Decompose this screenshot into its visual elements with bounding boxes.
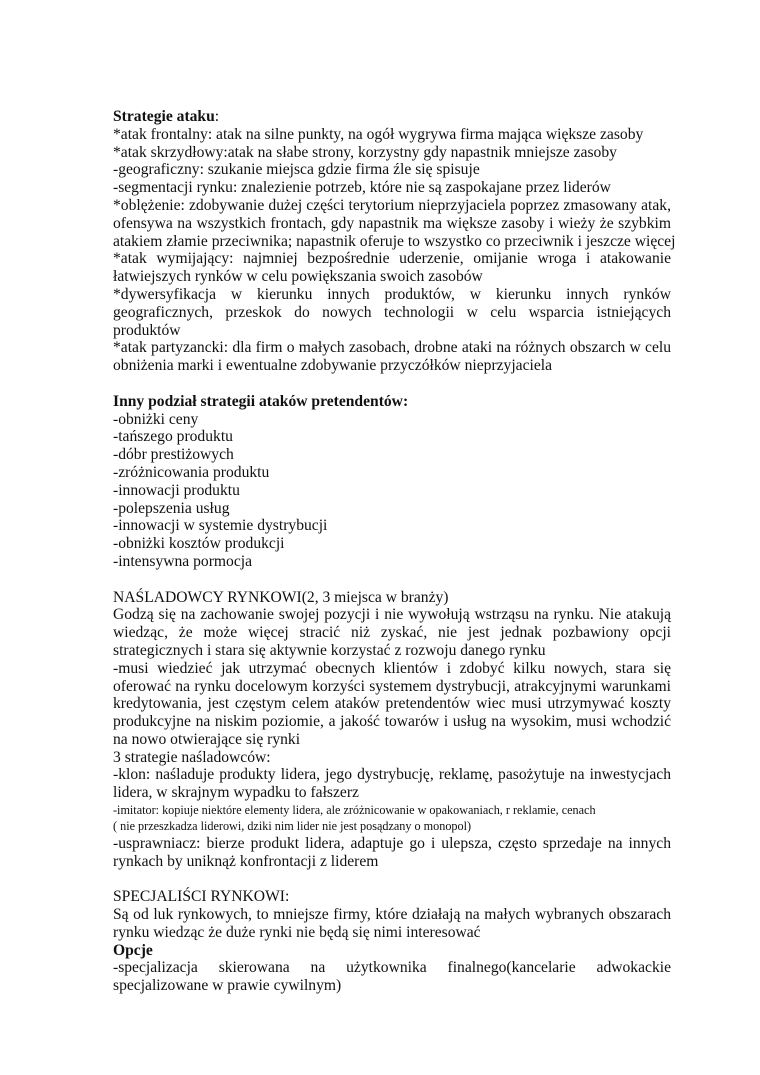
paragraph-line: łatwiejszych rynków w celu powiększania swoich zasobów [113,268,483,286]
paragraph-line: strategicznych i stara się aktywnie korzystać z rozwoju danego rynku [113,641,546,659]
paragraph-line: *atak wymijający: najmniej bezpośrednie uderzenie, omijanie wroga i atakowanie [113,250,671,268]
paragraph-line: *dywersyfikacja w kierunku innych produktów, w kierunku innych rynków [113,285,671,303]
paragraph-line: *atak frontalny: atak na silne punkty, na ogół wygrywa firma mająca większe zasoby [113,125,644,143]
spacer [113,870,671,888]
paragraph-line: na nowo otwierające się rynki [113,730,301,748]
list-item: -polepszenia usług [113,499,230,517]
paragraph-line: atakiem złamie przeciwnika; napastnik oferuje to wszystko co przeciwnik i jeszcze więcej [113,232,676,250]
subsection-title: Opcje [113,941,153,959]
paragraph-line: -klon: naśladuje produkty lidera, jego dystrybucję, reklamę, pasożytuje na inwestycjach [113,766,671,784]
document-page [113,108,676,995]
paragraph-line: ofensywa na wszystkich frontach, gdy napastnik ma większe zasoby i wieży że szybkim [113,214,671,232]
paragraph-line: *atak partyzancki: dla firm o małych zasobach, drobne ataki na różnych obszarch w celu [113,339,671,357]
paragraph-line: *atak skrzydłowy:atak na słabe strony, korzystny gdy napastnik mniejsze zasoby [113,143,617,161]
paragraph-line-small: ( nie przeszkadza liderowi, dziki nim lider nie jest posądzany o monopol) [113,819,472,834]
section-title: SPECJALIŚCI RYNKOWI: [113,888,290,906]
paragraph-line: wiedząc, że może więcej stracić niż zyskać, nie jest jednak pozbawiony opcji [113,624,671,642]
paragraph-line: 3 strategie naśladowców: [113,748,271,766]
list-item: -obniżki kosztów produkcji [113,535,285,553]
list-item: -innowacji produktu [113,481,240,499]
list-item: -intensywna pormocja [113,552,253,570]
section-title: Inny podział strategii ataków pretendentów: [113,392,409,410]
paragraph-line-small: -imitator: kopiuje niektóre elementy lidera, ale zróżnicowanie w opakowaniach, r reklamie, cenach [113,803,596,818]
paragraph-line: -usprawniacz: bierze produkt lidera, adaptuje go i ulepsza, często sprzedaje na innych [113,834,671,852]
paragraph-line: rynkach by uniknąż konfrontacji z liderem [113,852,379,870]
paragraph-line: obniżenia marki i ewentualne zdobywanie przyczółków nieprzyjaciela [113,357,553,375]
paragraph-line: rynku wiedząc że duże rynki nie będą się nimi interesować [113,923,481,941]
section-title: Strategie ataku [113,108,215,125]
paragraph-line: Są od luk rynkowych, to mniejsze firmy, które działają na małych wybranych obszarach [113,906,671,924]
list-item: -innowacji w systemie dystrybucji [113,517,328,535]
paragraph-line: Godzą się na zachowanie swojej pozycji i nie wywołują wstrząsu na rynku. Nie atakują [113,606,671,624]
paragraph-line: -segmentacji rynku: znalezienie potrzeb, które nie są zaspokajane przez liderów [113,179,611,197]
spacer [113,375,671,393]
paragraph-line: -geograficzny: szukanie miejsca gdzie firma źle się spisuje [113,161,480,179]
paragraph-line: -musi wiedzieć jak utrzymać obecnych klientów i zdobyć kilku nowych, stara się [113,659,671,677]
paragraph-line: oferować na rynku docelowym korzyści systemem dystrybucji, atrakcyjnymi warunkami [113,677,671,695]
paragraph-line: specjalizowane w prawie cywilnym) [113,977,342,995]
paragraph-line: *oblężenie: zdobywanie dużej części terytorium nieprzyjaciela poprzez zmasowany atak, [113,196,671,214]
list-item: -obniżki ceny [113,410,199,428]
section-strategie-ataku-heading: Strategie ataku: [113,108,220,125]
list-item: -tańszego produktu [113,428,233,446]
paragraph-line: -specjalizacja skierowana na użytkownika finalnego(kancelarie adwokackie [113,959,671,977]
spacer [113,571,671,589]
paragraph-line: geograficznych, przeskok do nowych technologii w celu wsparcia istniejących produktów [113,303,671,339]
paragraph-line: lidera, w skrajnym wypadku to fałszerz [113,784,359,802]
paragraph-line: produkcyjne na niskim poziomie, a jakość towarów i usług na wysokim, musi wchodzić [113,713,671,731]
section-title: NAŚLADOWCY RYNKOWI(2, 3 miejsca w branży) [113,588,449,606]
paragraph-line: kredytowania, jest częstym celem ataków pretendentów wiec musi utrzymywać koszty [113,695,671,713]
list-item: -zróżnicowania produktu [113,463,270,481]
list-item: -dóbr prestiżowych [113,446,234,464]
